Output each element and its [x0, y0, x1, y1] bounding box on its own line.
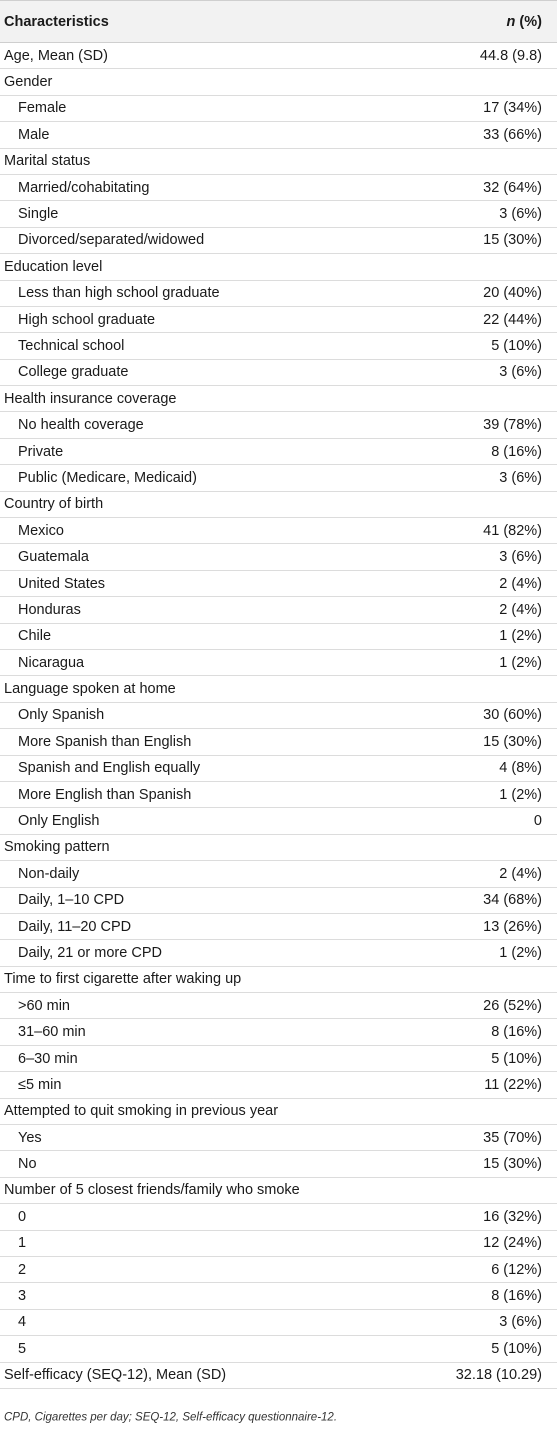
table-row-category [0, 69, 557, 95]
table-body [0, 43, 557, 1389]
row-label: Female [18, 100, 67, 117]
row-label: ≤5 min [18, 1076, 62, 1093]
table-row-category [0, 1363, 557, 1389]
row-label: More English than Spanish [18, 786, 192, 803]
table-row-subitem [0, 1125, 557, 1151]
row-label: 6–30 min [18, 1050, 78, 1067]
table-row-subitem [0, 940, 557, 966]
row-value: 41 (82%) [483, 522, 542, 539]
row-value: 39 (78%) [483, 417, 542, 434]
row-value: 17 (34%) [483, 100, 542, 117]
row-value: 11 (22%) [484, 1076, 542, 1093]
row-label: Daily, 11–20 CPD [18, 918, 132, 935]
row-label: Language spoken at home [4, 681, 176, 698]
row-label: Attempted to quit smoking in previous year [4, 1103, 279, 1120]
table-row-category [0, 835, 557, 861]
row-label: >60 min [18, 997, 70, 1014]
row-value: 3 (6%) [499, 469, 542, 486]
row-label: Education level [4, 258, 103, 275]
row-label: Spanish and English equally [18, 760, 201, 777]
row-value: 15 (30%) [483, 232, 542, 249]
row-label: Age, Mean (SD) [4, 47, 108, 64]
row-label: Public (Medicare, Medicaid) [18, 469, 197, 486]
row-label: Self-efficacy (SEQ-12), Mean (SD) [4, 1367, 227, 1384]
table-row-subitem [0, 439, 557, 465]
row-value: 3 (6%) [499, 206, 542, 223]
table-row-subitem [0, 96, 557, 122]
row-label: 2 [18, 1261, 27, 1278]
table-row-subitem [0, 782, 557, 808]
table-row-subitem [0, 1310, 557, 1336]
row-value: 0 [533, 813, 542, 830]
row-label: 0 [18, 1208, 27, 1225]
row-value: 35 (70%) [483, 1129, 542, 1146]
header-n: n [506, 13, 516, 30]
table-header-row [0, 1, 557, 43]
row-value: 15 (30%) [483, 1156, 542, 1173]
row-label: Guatemala [18, 549, 89, 566]
row-label: Health insurance coverage [4, 390, 177, 407]
table-row-subitem [0, 122, 557, 148]
table-row-subitem [0, 1336, 557, 1362]
row-label: 5 [18, 1340, 27, 1357]
row-label: Chile [18, 628, 52, 645]
row-label: Non-daily [18, 865, 80, 882]
table-row-category [0, 1178, 557, 1204]
table-row-subitem [0, 1151, 557, 1177]
table-row-subitem [0, 993, 557, 1019]
table-row-subitem [0, 544, 557, 570]
table-row-category [0, 43, 557, 69]
row-label: Yes [18, 1129, 42, 1146]
row-label: Male [18, 126, 50, 143]
row-value: 5 (10%) [491, 337, 542, 354]
row-label: Smoking pattern [4, 839, 110, 856]
row-label: Less than high school graduate [18, 285, 220, 302]
row-value: 8 (16%) [491, 1288, 542, 1305]
header-n-percent [507, 1, 542, 42]
row-label: Number of 5 closest friends/family who smoke [4, 1182, 300, 1199]
row-value: 12 (24%) [483, 1235, 542, 1252]
row-label: Technical school [18, 337, 125, 354]
table-row-subitem [0, 360, 557, 386]
row-label: Daily, 21 or more CPD [18, 944, 162, 961]
table-row-subitem [0, 175, 557, 201]
row-value: 1 (2%) [499, 944, 542, 961]
table-row-subitem [0, 201, 557, 227]
row-value: 1 (2%) [499, 628, 542, 645]
row-label: College graduate [18, 364, 129, 381]
row-value: 15 (30%) [483, 733, 542, 750]
table-row-category [0, 676, 557, 702]
row-value: 34 (68%) [483, 892, 542, 909]
row-value: 3 (6%) [499, 549, 542, 566]
row-value: 32 (64%) [483, 179, 542, 196]
row-label: Single [18, 206, 59, 223]
table-row-subitem [0, 729, 557, 755]
row-value: 32.18 (10.29) [455, 1367, 542, 1384]
row-value: 6 (12%) [491, 1261, 542, 1278]
row-label: Private [18, 443, 64, 460]
row-value: 2 (4%) [499, 865, 542, 882]
row-label: 3 [18, 1288, 27, 1305]
table-row-subitem [0, 624, 557, 650]
table-row-category [0, 492, 557, 518]
row-value: 5 (10%) [491, 1340, 542, 1357]
table-row-subitem [0, 914, 557, 940]
table-row-subitem [0, 1204, 557, 1230]
table-row-subitem [0, 1019, 557, 1045]
table-row-subitem [0, 1046, 557, 1072]
table-row-subitem [0, 465, 557, 491]
table-row-subitem [0, 1231, 557, 1257]
row-label: Country of birth [4, 496, 104, 513]
row-value: 26 (52%) [483, 997, 542, 1014]
row-label: Married/cohabitating [18, 179, 150, 196]
row-value: 30 (60%) [483, 707, 542, 724]
table-row-subitem [0, 1072, 557, 1098]
table-footnote: CPD, Cigarettes per day; SEQ-12, Self-efficacy questionnaire-12. [4, 1411, 338, 1424]
row-label: Divorced/separated/widowed [18, 232, 205, 249]
table-row-subitem [0, 650, 557, 676]
table-row-subitem [0, 1257, 557, 1283]
row-label: 31–60 min [18, 1024, 86, 1041]
row-label: Only English [18, 813, 100, 830]
row-value: 1 (2%) [499, 786, 542, 803]
row-value: 2 (4%) [499, 575, 542, 592]
row-value: 5 (10%) [491, 1050, 542, 1067]
table-row-subitem [0, 888, 557, 914]
row-label: Mexico [18, 522, 64, 539]
row-value: 22 (44%) [483, 311, 542, 328]
table-row-subitem [0, 703, 557, 729]
table-row-category [0, 254, 557, 280]
row-value: 8 (16%) [491, 1024, 542, 1041]
row-label: United States [18, 575, 106, 592]
row-label: No [18, 1156, 37, 1173]
row-value: 8 (16%) [491, 443, 542, 460]
row-label: Time to first cigarette after waking up [4, 971, 242, 988]
header-characteristics: Characteristics [4, 13, 109, 30]
row-value: 3 (6%) [499, 364, 542, 381]
table-row-subitem [0, 228, 557, 254]
table-row-subitem [0, 307, 557, 333]
row-value: 4 (8%) [499, 760, 542, 777]
table-row-subitem [0, 756, 557, 782]
table-row-category [0, 386, 557, 412]
row-label: Honduras [18, 601, 81, 618]
row-value: 16 (32%) [483, 1208, 542, 1225]
table-row-subitem [0, 333, 557, 359]
table-row-subitem [0, 1283, 557, 1309]
table-row-subitem [0, 412, 557, 438]
row-label: 1 [18, 1235, 27, 1252]
table-row-subitem [0, 861, 557, 887]
row-label: Gender [4, 74, 53, 91]
table-row-subitem [0, 808, 557, 834]
row-label: Only Spanish [18, 707, 105, 724]
row-label: Daily, 1–10 CPD [18, 892, 125, 909]
row-label: No health coverage [18, 417, 144, 434]
table-row-subitem [0, 571, 557, 597]
row-label: More Spanish than English [18, 733, 192, 750]
row-value: 33 (66%) [483, 126, 542, 143]
table-row-subitem [0, 597, 557, 623]
row-value: 2 (4%) [499, 601, 542, 618]
table-row-category [0, 149, 557, 175]
table-row-subitem [0, 281, 557, 307]
row-value: 13 (26%) [483, 918, 542, 935]
row-value: 44.8 (9.8) [479, 47, 542, 64]
table-row-category [0, 1099, 557, 1125]
row-label: Marital status [4, 153, 91, 170]
row-value: 3 (6%) [499, 1314, 542, 1331]
row-label: Nicaragua [18, 654, 85, 671]
table-row-category [0, 967, 557, 993]
row-label: 4 [18, 1314, 27, 1331]
row-label: High school graduate [18, 311, 156, 328]
row-value: 1 (2%) [499, 654, 542, 671]
header-percent: (%) [515, 13, 542, 30]
table-row-subitem [0, 518, 557, 544]
row-value: 20 (40%) [483, 285, 542, 302]
